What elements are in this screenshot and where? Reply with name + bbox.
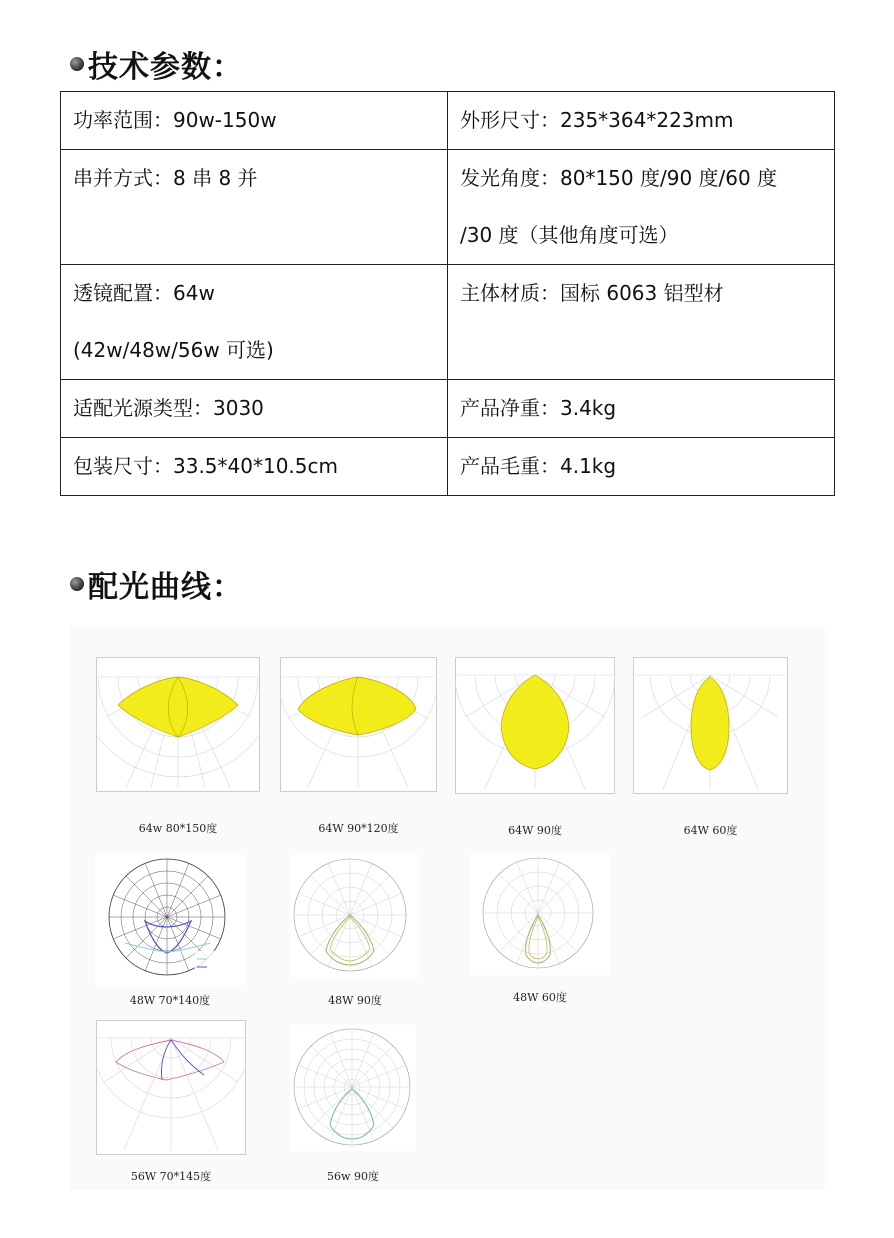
table-row [61, 380, 835, 438]
curve-chart-56w-90 [290, 1025, 416, 1151]
curve-chart-48w-60 [470, 855, 610, 975]
spec-beam-angle [448, 150, 835, 265]
spec-beam-angle-line2: /30 度（其他角度可选） [460, 223, 679, 247]
spec-package-size: 包装尺寸：33.5*40*10.5cm [61, 438, 448, 496]
curve-caption: 56w 90度 [327, 1170, 379, 1183]
spec-lens-line2: (42w/48w/56w 可选) [73, 338, 274, 362]
curve-caption: 64w 80*150度 [138, 822, 218, 835]
light-curve-title: 配光曲线： [88, 570, 243, 605]
curve-caption: 64W 60度 [683, 824, 738, 837]
spec-dimensions: 外形尺寸：235*364*223mm [448, 92, 835, 150]
table-row [61, 92, 835, 150]
curve-caption: 56W 70*145度 [130, 1170, 212, 1183]
spec-power-range: 功率范围：90w-150w [61, 92, 448, 150]
tech-params-heading [70, 42, 243, 86]
spec-body-material: 主体材质：国标 6063 铝型材 [448, 265, 835, 380]
light-curve-heading [70, 562, 243, 606]
table-row [61, 265, 835, 380]
spec-light-source: 适配光源类型：3030 [61, 380, 448, 438]
spec-table [60, 91, 835, 496]
curve-chart-56w-70x145 [96, 1020, 246, 1155]
spec-lens-line1: 透镜配置：64w [73, 281, 215, 305]
curve-chart-64w-60 [633, 657, 788, 794]
bullet-icon [70, 577, 84, 591]
curve-caption: 48W 90度 [328, 994, 382, 1007]
spec-lens [61, 265, 448, 380]
spec-series-parallel: 串并方式：8 串 8 并 [61, 150, 448, 265]
curve-chart-64w-80x150 [96, 657, 260, 792]
curve-chart-48w-90 [290, 855, 420, 977]
spec-beam-angle-line1: 发光角度：80*150 度/90 度/60 度 [460, 166, 778, 190]
table-row [61, 150, 835, 265]
curve-chart-64w-90 [455, 657, 615, 794]
curve-chart-48w-70x140 [95, 855, 245, 985]
curve-caption: 64W 90度 [508, 824, 562, 837]
curve-caption: 48W 70*140度 [129, 994, 211, 1007]
spec-gross-weight: 产品毛重：4.1kg [448, 438, 835, 496]
bullet-icon [70, 57, 84, 71]
table-row [61, 438, 835, 496]
curve-caption: 48W 60度 [513, 991, 567, 1004]
curve-caption: 64W 90*120度 [318, 822, 399, 835]
spec-net-weight: 产品净重：3.4kg [448, 380, 835, 438]
tech-params-title: 技术参数： [88, 50, 243, 85]
curve-chart-64w-90x120 [280, 657, 437, 792]
